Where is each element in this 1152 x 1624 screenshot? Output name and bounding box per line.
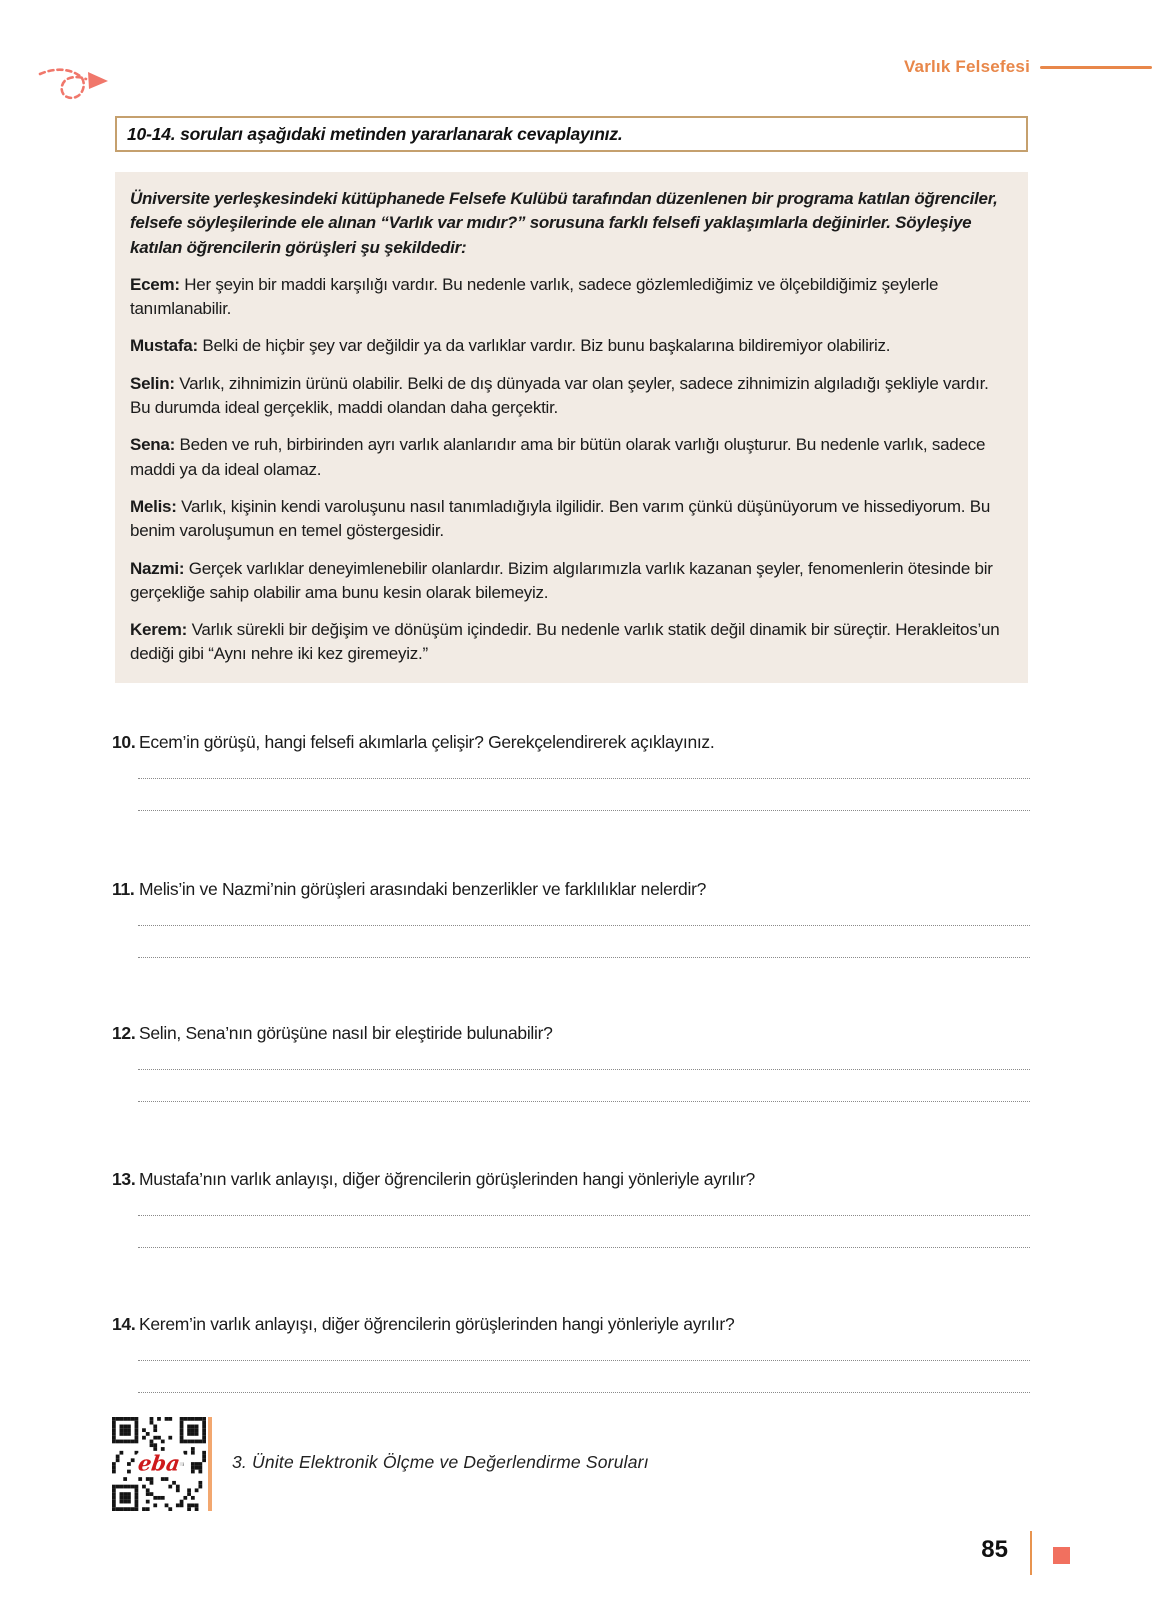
dashed-arrow-icon <box>36 64 118 114</box>
page-number-rule <box>1030 1531 1032 1575</box>
header-rule <box>1040 66 1152 69</box>
statement-text: Varlık sürekli bir değişim ve dönüşüm içindedir. Bu nedenle varlık statik değil dinamik bir süreçtir. Herakleitos’un dediği gibi “Aynı nehre iki kez giremeyiz.” <box>130 620 1000 664</box>
speaker-name: Selin: <box>130 373 175 393</box>
question-text: Ecem’in görüşü, hangi felsefi akımlarla çelişir? Gerekçelendirerek açıklayınız. <box>139 732 715 752</box>
speaker-name: Mustafa: <box>130 336 198 356</box>
statement-nazmi <box>130 557 1013 606</box>
speaker-name: Melis: <box>130 496 177 516</box>
question-text: Mustafa’nın varlık anlayışı, diğer öğrencilerin görüşlerinden hangi yönleriyle ayrılır? <box>139 1169 755 1189</box>
question-13 <box>112 1169 1030 1261</box>
eba-logo: eba <box>134 1453 185 1475</box>
question-11 <box>112 879 1030 971</box>
answer-line <box>138 1392 1030 1393</box>
question-number: 11. <box>112 879 135 899</box>
speaker-name: Sena: <box>130 435 176 455</box>
question-12 <box>112 1023 1030 1115</box>
statement-melis <box>130 495 1013 544</box>
statement-mustafa <box>130 334 1013 358</box>
answer-line <box>138 925 1030 926</box>
instruction-text: 10-14. soruları aşağıdaki metinden yararlanarak cevaplayınız. <box>127 123 623 144</box>
answer-line <box>138 957 1030 958</box>
instruction-box <box>115 116 1028 152</box>
statement-text: Gerçek varlıklar deneyimlenebilir olanlardır. Bizim algılarımızla varlık kazanan şeyler, fenomenlerin ötesinde bir gerçekliğe sahip olabilir ama bunu kesin olarak bilemeyiz. <box>130 558 993 602</box>
statement-kerem <box>130 618 1013 667</box>
qr-code <box>112 1417 206 1511</box>
statement-text: Her şeyin bir maddi karşılığı vardır. Bu nedenle varlık, sadece gözlemlediğimiz ve ölçebildiğimiz şeylerle tanımlanabilir. <box>130 274 939 319</box>
statement-text: Beden ve ruh, birbirinden ayrı varlık alanlarıdır ama bir bütün olarak varlığı oluşturur. Bu nedenle varlık, sadece maddi ya da ideal olamaz. <box>130 435 986 479</box>
page-number: 85 <box>981 1536 1008 1563</box>
statement-text: Varlık, kişinin kendi varoluşunu nasıl tanımladığıyla ilgilidir. Ben varım çünkü düşünüyorum ve hissediyorum. Bu benim varoluşumun en temel göstergesidir. <box>130 496 991 541</box>
answer-line <box>138 1069 1030 1070</box>
statement-sena <box>130 433 1013 482</box>
question-14 <box>112 1314 1030 1406</box>
speaker-name: Nazmi: <box>130 558 185 578</box>
passage-box <box>115 172 1028 683</box>
statement-ecem <box>130 273 1013 322</box>
question-number: 14. <box>112 1314 136 1334</box>
page-header <box>904 57 1152 77</box>
footer-link-text: 3. Ünite Elektronik Ölçme ve Değerlendirme Soruları <box>232 1452 649 1472</box>
page-corner-square <box>1053 1547 1070 1564</box>
answer-line <box>138 1101 1030 1102</box>
speaker-name: Ecem: <box>130 274 180 294</box>
question-text: Kerem’in varlık anlayışı, diğer öğrencilerin görüşlerinden hangi yönleriyle ayrılır? <box>139 1314 735 1334</box>
answer-line <box>138 1247 1030 1248</box>
question-10 <box>112 732 1030 824</box>
answer-line <box>138 778 1030 779</box>
question-number: 13. <box>112 1169 136 1189</box>
answer-line <box>138 1215 1030 1216</box>
question-text: Selin, Sena’nın görüşüne nasıl bir eleştiride bulunabilir? <box>139 1023 553 1043</box>
passage-intro: Üniversite yerleşkesindeki kütüphanede Felsefe Kulübü tarafından düzenlenen bir programa katılan öğrenciler, felsefe söyleşilerinde ele alınan “Varlık var mıdır?” sorusuna farklı felsefi yaklaşımlarla değinirler. Söyleşiye katılan öğrencilerin görüşleri şu şekildedir: <box>130 189 998 257</box>
question-number: 12. <box>112 1023 136 1043</box>
answer-line <box>138 1360 1030 1361</box>
chapter-title: Varlık Felsefesi <box>903 57 1030 76</box>
question-text: Melis’in ve Nazmi’nin görüşleri arasındaki benzerlikler ve farklılıklar nelerdir? <box>139 879 707 899</box>
question-number: 10. <box>112 732 136 752</box>
statement-selin <box>130 372 1013 421</box>
footer-divider <box>208 1417 212 1511</box>
statement-text: Belki de hiçbir şey var değildir ya da varlıklar vardır. Biz bunu başkalarına bildiremiyor olabiliriz. <box>202 336 891 356</box>
statement-text: Varlık, zihnimizin ürünü olabilir. Belki de dış dünyada var olan şeyler, sadece zihnimizin algıladığı şekliyle vardır. Bu durumda ideal gerçeklik, maddi olandan daha gerçektir. <box>130 373 989 418</box>
speaker-name: Kerem: <box>130 620 188 640</box>
answer-line <box>138 810 1030 811</box>
